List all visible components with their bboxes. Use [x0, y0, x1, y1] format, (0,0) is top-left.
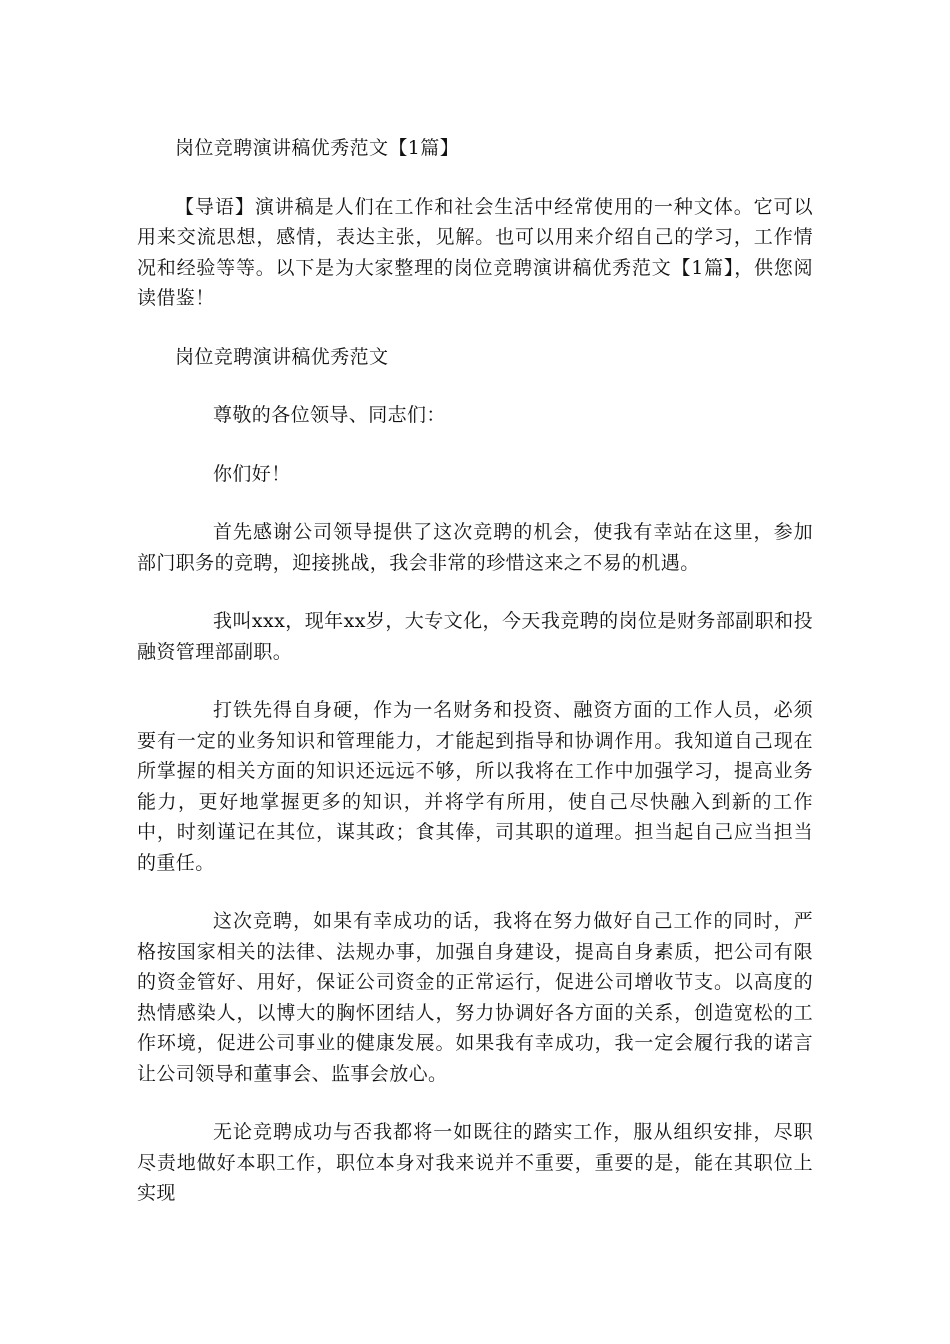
body-paragraph-3: 打铁先得自身硬，作为一名财务和投资、融资方面的工作人员，必须要有一定的业务知识和管理能力，才能起到指导和协调作用。我知道自己现在所掌握的相关方面的知识还远远不够，所以我将在工作中加强学习，提高业务能力，更好地掌握更多的知识，并将学有所用，使自己尽快融入到新的工作中，时刻谨记在其位，谋其政；食其俸，司其职的道理。担当起自己应当担当的重任。 — [137, 699, 813, 874]
document-body — [137, 133, 813, 1237]
greeting: 你们好！ — [213, 462, 291, 485]
speech-title: 岗位竞聘演讲稿优秀范文 — [175, 345, 389, 368]
body-paragraph-2: 我叫xxx，现年xx岁，大专文化，今天我竞聘的岗位是财务部副职和投融资管理部副职。 — [137, 610, 813, 663]
body-paragraph-1: 首先感谢公司领导提供了这次竞聘的机会，使我有幸站在这里，参加部门职务的竞聘，迎接挑战，我会非常的珍惜这来之不易的机遇。 — [137, 521, 813, 574]
body-paragraph-4: 这次竞聘，如果有幸成功的话，我将在努力做好自己工作的同时，严格按国家相关的法律、法规办事，加强自身建设，提高自身素质，把公司有限的资金管好、用好，保证公司资金的正常运行，促进公司增收节支。以高度的热情感染人，以博大的胸怀团结人，努力协调好各方面的关系，创造宽松的工作环境，促进公司事业的健康发展。如果我有幸成功，我一定会履行我的诺言让公司领导和董事会、监事会放心。 — [137, 910, 813, 1085]
body-paragraph-5: 无论竞聘成功与否我都将一如既往的踏实工作，服从组织安排，尽职尽责地做好本职工作，职位本身对我来说并不重要，重要的是，能在其职位上实现 — [137, 1121, 813, 1204]
intro-paragraph: 【导语】演讲稿是人们在工作和社会生活中经常使用的一种文体。它可以用来交流思想，感情，表达主张，见解。也可以用来介绍自己的学习，工作情况和经验等等。以下是为大家整理的岗位竞聘演讲稿优秀范文【1篇】，供您阅读借鉴！ — [137, 195, 813, 309]
salutation: 尊敬的各位领导、同志们： — [213, 404, 446, 426]
document-title: 岗位竞聘演讲稿优秀范文【1篇】 — [175, 137, 460, 159]
